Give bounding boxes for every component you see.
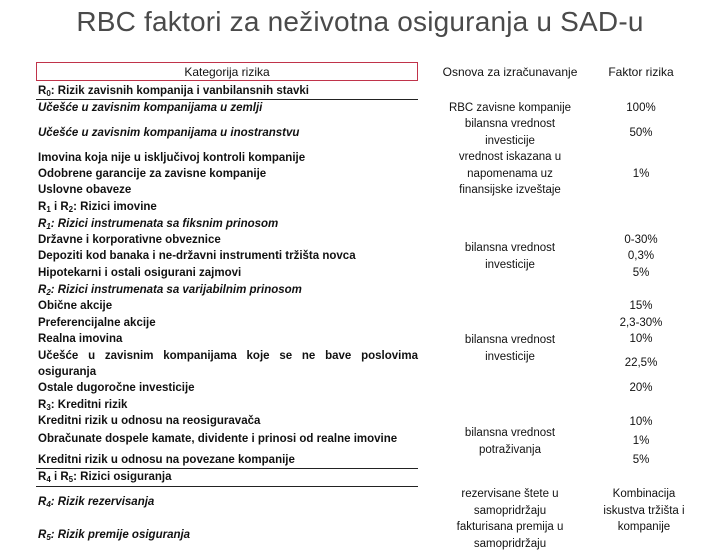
row-r3-heading: $R_3$: Kreditni rizik [38,399,128,412]
row-r4-heading: $R_4$: Rizik rezervisanja [38,496,155,509]
factor-value: 100% [626,102,656,114]
row-guarantees: Odobrene garancije za zavisne kompanije [38,168,267,180]
basis-balance-investment-fixed: bilansna vrednost investicije [464,242,556,271]
factor-combination: Kombinacija iskustva tržišta i kompanije [603,488,685,533]
row-uncontrolled-assets: Imovina koja nije u isključivoj kontroli kompanije [38,152,306,164]
row-accrued-interest: Obračunate dospele kamate, dividente i prinosi od realne imovine [38,433,398,445]
factor-value: 10% [629,416,653,428]
row-divider [36,486,418,487]
factor-value: 1% [632,435,650,447]
row-r5-heading: $R_5$: Rizik premije osiguranja [38,529,191,542]
row-non-insurance-subsidiaries: Učešće u zavisnim kompanijama koje se ne bave poslovima osiguranja [38,350,418,378]
row-mortgages: Hipotekarni i ostali osigurani zajmovi [38,267,242,279]
factor-value: 50% [629,127,653,139]
row-deposits: Depoziti kod banaka i ne-državni instrumenti tržišta novca [38,250,356,262]
basis-balance-investment: bilansna vrednost investicije [464,118,556,147]
factor-value: 2,3-30% [619,317,663,329]
row-r4r5-heading: $R_4$ i $R_5$: Rizici osiguranja [38,471,172,484]
header-basis: Osnova za izračunavanje [442,64,578,79]
row-other-long-term: Ostale dugoročne investicije [38,382,195,394]
header-factor: Faktor rizika [608,64,674,79]
row-r1-heading: $R_1$: Rizici instrumenata sa fiksnim prinosom [38,218,279,231]
row-foreign-subsidiaries: Učešće u zavisnim kompanijama u inostranstvu [38,127,300,139]
row-reinsurer-credit: Kreditni rizik u odnosu na reosiguravača [38,415,261,427]
header-category: Kategorija rizika [36,62,418,81]
factor-value: 22,5% [624,357,658,369]
basis-rbc-subsidiaries: RBC zavisne kompanije [448,102,572,114]
basis-balance-investment-variable: bilansna vrednost investicije [464,334,556,363]
basis-balance-receivables: bilansna vrednost potraživanja [464,427,556,456]
factor-value: 0,3% [627,250,655,262]
factor-value: 0-30% [624,234,658,246]
factor-value: 5% [632,454,650,466]
basis-retained-claims: rezervisane štete u samopridržaju [461,488,559,517]
factor-value: 1% [632,168,650,180]
row-r0-heading: $R_0$: Rizik zavisnih kompanija i vanbilansnih stavki [38,85,309,98]
row-domestic-subsidiaries: Učešće u zavisnim kompanijama u zemlji [38,102,263,114]
row-contingent-liabilities: Uslovne obaveze [38,184,132,196]
page-title: RBC faktori za neživotna osiguranja u SAD-u [76,6,644,37]
row-r1r2-heading: $R_1$ i $R_2$: Rizici imovine [38,201,157,214]
row-preferred-stock: Preferencijalne akcije [38,317,156,329]
row-common-stock: Obične akcije [38,300,113,312]
row-r2-heading: $R_2$: Rizici instrumenata sa varijabilnim prinosom [38,284,302,297]
basis-retained-premium: fakturisana premija u samopridržaju [456,521,564,550]
factor-value: 10% [629,333,653,345]
basis-notes-value: vrednost iskazana u napomenama uz finansijske izveštaje [458,151,562,196]
row-related-credit: Kreditni rizik u odnosu na povezane kompanije [38,454,295,466]
factor-value: 20% [629,382,653,394]
row-bonds: Državne i korporativne obveznice [38,234,221,246]
row-real-estate: Realna imovina [38,333,123,345]
factor-value: 5% [632,267,650,279]
factor-value: 15% [629,300,653,312]
